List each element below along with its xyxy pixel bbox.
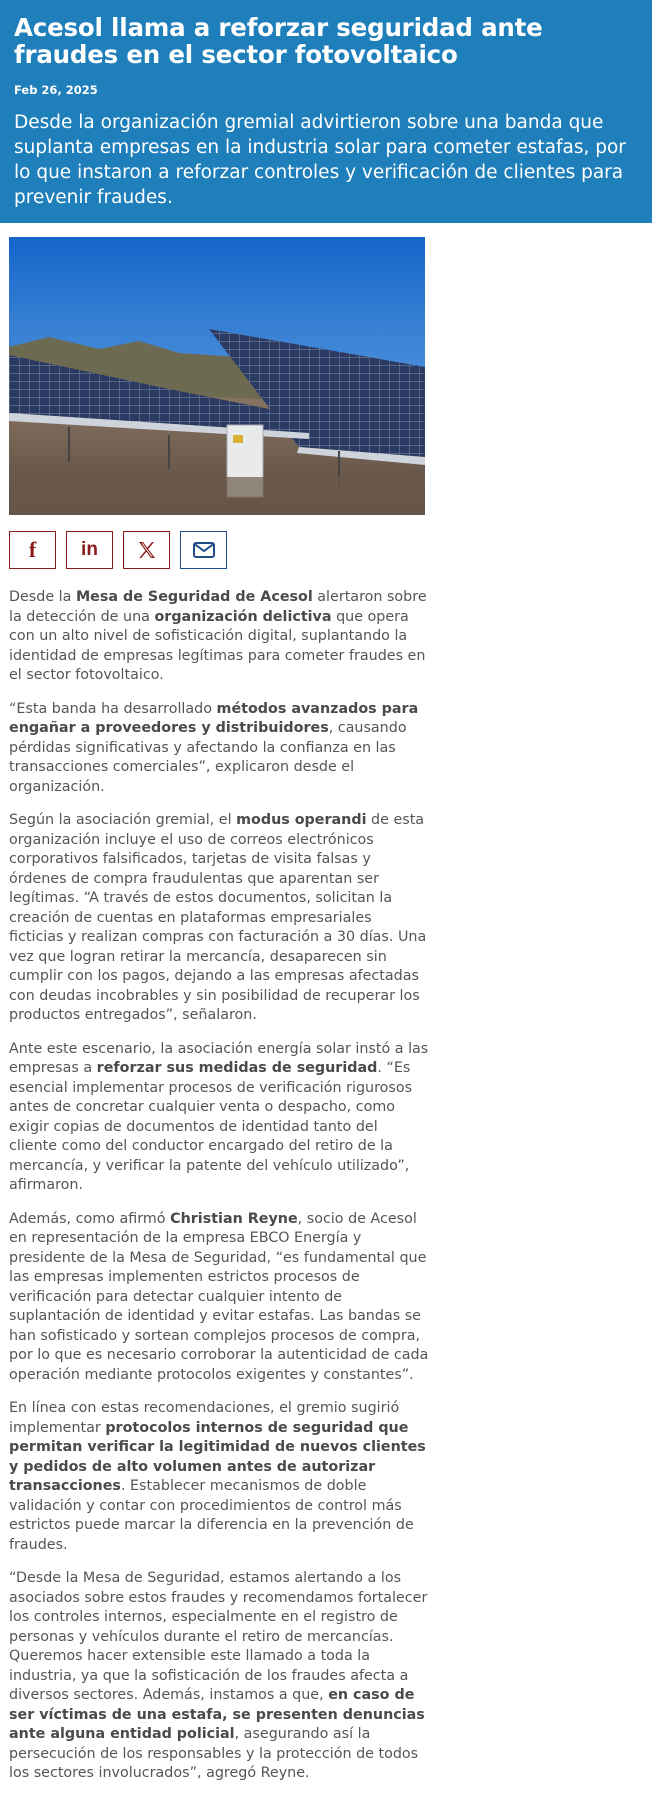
article-date: Feb 26, 2025 <box>14 83 98 97</box>
paragraph: Desde la Mesa de Seguridad de Acesol alertaron sobre la detección de una organización delictiva que opera con un alto nivel de sofisticación digital, suplantando la identidad de empresas legítimas para cometer fraudes en el sector fotovoltaico. <box>9 589 427 683</box>
paragraph: “Desde la Mesa de Seguridad, estamos alertando a los asociados sobre estos fraudes y recomendamos fortalecer los controles internos, especialmente en el registro de personas y vehículos durante el retiro de mercancías. Queremos hacer extensible este llamado a toda la industria, ya que la sofisticación de los fraudes afecta a diversos sectores. Además, instamos a que, en caso de ser víctimas de una estafa, se presenten denuncias ante alguna entidad policial, asegurando así la persecución de los responsables y la protección de todos los sectores involucrados”, agregó Reyne. <box>9 1570 428 1781</box>
article-header <box>0 0 652 223</box>
hero-image-solar-panels <box>9 237 425 515</box>
paragraph: “Esta banda ha desarrollado métodos avanzados para engañar a proveedores y distribuidores, causando pérdidas significativas y afectando la confianza en las transacciones comerciales”, explicaron desde el organización. <box>9 700 419 795</box>
article-title: Acesol llama a reforzar seguridad ante fraudes en el sector fotovoltaico <box>14 13 543 69</box>
email-share-button[interactable] <box>180 531 227 569</box>
x-share-button[interactable] <box>123 531 170 569</box>
article-body <box>9 588 429 1798</box>
email-icon <box>193 542 215 558</box>
paragraph: Además, como afirmó Christian Reyne, socio de Acesol en representación de la empresa EBCO Energía y presidente de la Mesa de Seguridad, “es fundamental que las empresas implementen estrictos procesos de verificación para detectar cualquier intento de suplantación de identidad y evitar estafas. Las bandas se han sofisticado y sortean complejos procesos de compra, por lo que es necesario corroborar la autenticidad de cada operación mediante protocolos exigentes y constantes”. <box>9 1210 429 1383</box>
facebook-share-button[interactable] <box>9 531 56 569</box>
paragraph: Según la asociación gremial, el modus operandi de esta organización incluye el uso de correos electrónicos corporativos falsificados, tarjetas de visita falsas y órdenes de compra fraudulentas que aparentan ser legítimas. “A través de estos documentos, solicitan la creación de cuentas en plataformas empresariales ficticias y realizan compras con facturación a 30 días. Una vez que logran retirar la mercancía, desaparecen sin cumplir con los pagos, dejando a las empresas afectadas con deudas incobrables y sin posibilidad de recuperar los productos entregados”, señalaron. <box>9 812 427 1023</box>
paragraph: Ante este escenario, la asociación energía solar instó a las empresas a reforzar sus medidas de seguridad. “Es esencial implementar procesos de verificación rigurosos antes de concretar cualquier venta o despacho, como exigir copias de documentos de identidad tanto del cliente como del conductor encargado del retiro de la mercancía, y verificar la patente del vehículo utilizado”, afirmaron. <box>9 1040 429 1193</box>
facebook-icon: f <box>28 537 37 562</box>
article-lead: Desde la organización gremial advirtieron sobre una banda que suplanta empresas en la industria solar para cometer estafas, por lo que instaron a reforzar controles y verificación de clientes para prevenir fraudes. <box>14 112 626 208</box>
x-icon <box>137 540 157 560</box>
paragraph: En línea con estas recomendaciones, el gremio sugirió implementar protocolos internos de seguridad que permitan verificar la legitimidad de nuevos clientes y pedidos de alto volumen antes de autorizar transacciones. Establecer mecanismos de doble validación y contar con procedimientos de control más estrictos puede marcar la diferencia en la prevención de fraudes. <box>9 1400 426 1553</box>
linkedin-icon: in <box>81 539 98 560</box>
linkedin-share-button[interactable] <box>66 531 113 569</box>
share-bar <box>9 531 227 569</box>
